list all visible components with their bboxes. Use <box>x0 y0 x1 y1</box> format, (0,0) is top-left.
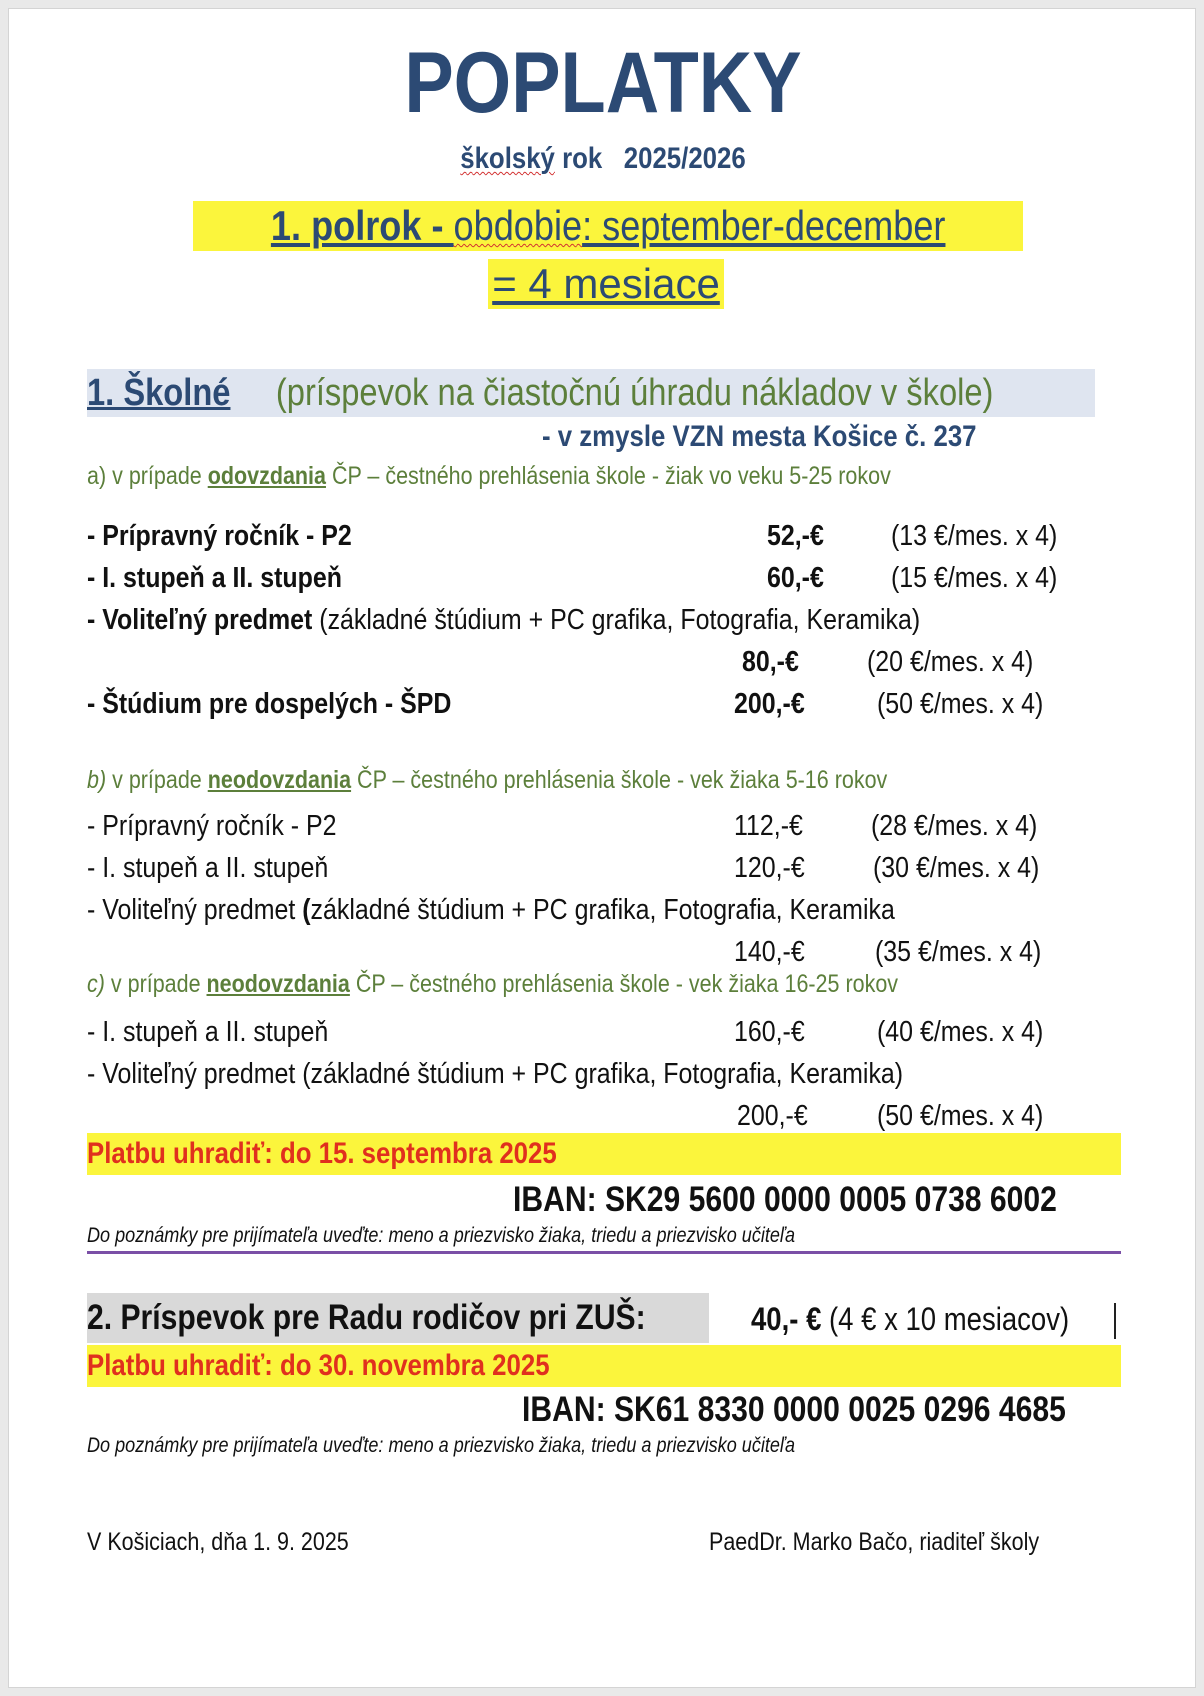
vzn-reference: - v zmysle VZN mesta Košice č. 237 <box>542 420 977 453</box>
fee-row-label: - Prípravný ročník - P2 <box>87 520 352 552</box>
elective-row-label: - Voliteľný predmet (základné štúdium + PC grafika, Fotografia, Keramika) <box>87 1058 904 1090</box>
section2-heading: 2. Príspevok pre Radu rodičov pri ZUŠ: <box>87 1293 709 1343</box>
elective-row-label: - Voliteľný predmet (základné štúdium + PC grafika, Fotografia, Keramika <box>87 894 895 926</box>
fee-row-detail: (28 €/mes. x 4) <box>871 810 1038 842</box>
signature: PaedDr. Marko Bačo, riaditeľ školy <box>709 1528 1040 1556</box>
iban-2: IBAN: SK61 8330 0000 0025 0296 4685 <box>522 1390 1066 1429</box>
payment-note-1: Do poznámky pre prijímateľa uveďte: meno a priezvisko žiaka, triedu a priezvisko učiteľa <box>87 1224 796 1247</box>
section-divider <box>87 1251 1121 1254</box>
fee-row-price: 112,-€ <box>734 810 803 842</box>
fee-row-price: 120,-€ <box>734 852 805 884</box>
fee-row-price: 160,-€ <box>734 1016 805 1048</box>
fee-row-price: 60,-€ <box>767 562 824 594</box>
fee-row-label: - I. stupeň a II. stupeň <box>87 562 342 594</box>
iban-1: IBAN: SK29 5600 0000 0005 0738 6002 <box>513 1180 1057 1219</box>
semester-heading: 1. polrok - obdobie: september-december <box>193 201 1023 251</box>
elective-row-price: 200,-€ <box>737 1100 808 1132</box>
place-date: V Košiciach, dňa 1. 9. 2025 <box>87 1528 349 1556</box>
section1-heading: 1. Školné (príspevok na čiastočnú úhradu nákladov v škole) <box>87 369 1095 417</box>
fee-row-detail: (15 €/mes. x 4) <box>891 562 1058 594</box>
semester-months: = 4 mesiace <box>488 259 724 309</box>
adult-row-label: - Štúdium pre dospelých - ŠPD <box>87 688 452 720</box>
elective-row-detail: (35 €/mes. x 4) <box>875 936 1042 968</box>
adult-row-price: 200,-€ <box>734 688 805 720</box>
document-page <box>8 8 1196 1688</box>
elective-row-detail: (50 €/mes. x 4) <box>877 1100 1044 1132</box>
payment-deadline-1: Platbu uhradiť: do 15. septembra 2025 <box>87 1133 1121 1175</box>
subsection-b-title: b) v prípade neodovzdania ČP – čestného prehlásenia škole - vek žiaka 5-16 rokov <box>87 766 888 794</box>
payment-note-2: Do poznámky pre prijímateľa uveďte: meno a priezvisko žiaka, triedu a priezvisko učiteľa <box>87 1434 796 1457</box>
elective-row-price: 140,-€ <box>734 936 805 968</box>
payment-deadline-2: Platbu uhradiť: do 30. novembra 2025 <box>87 1345 1121 1387</box>
fee-row-detail: (30 €/mes. x 4) <box>873 852 1040 884</box>
subsection-a-title: a) v prípade odovzdania ČP – čestného prehlásenia škole - žiak vo veku 5-25 rokov <box>87 462 891 490</box>
section2-amount: 40,- € (4 € x 10 mesiacov) <box>751 1301 1070 1337</box>
text-cursor <box>1114 1303 1116 1339</box>
fee-row-label: - I. stupeň a II. stupeň <box>87 1016 329 1048</box>
fee-row-price: 52,-€ <box>767 520 824 552</box>
elective-row-label: - Voliteľný predmet (základné štúdium + PC grafika, Fotografia, Keramika) <box>87 604 921 636</box>
adult-row-detail: (50 €/mes. x 4) <box>877 688 1044 720</box>
fee-row-detail: (40 €/mes. x 4) <box>877 1016 1044 1048</box>
page-title: POPLATKY <box>404 35 802 131</box>
fee-row-label: - I. stupeň a II. stupeň <box>87 852 329 884</box>
school-year: školský rok 2025/2026 <box>460 142 746 175</box>
elective-row-detail: (20 €/mes. x 4) <box>867 646 1034 678</box>
fee-row-detail: (13 €/mes. x 4) <box>891 520 1058 552</box>
fee-row-label: - Prípravný ročník - P2 <box>87 810 337 842</box>
subsection-c-title: c) v prípade neodovzdania ČP – čestného prehlásenia škole - vek žiaka 16-25 rokov <box>87 970 899 998</box>
elective-row-price: 80,-€ <box>742 646 799 678</box>
